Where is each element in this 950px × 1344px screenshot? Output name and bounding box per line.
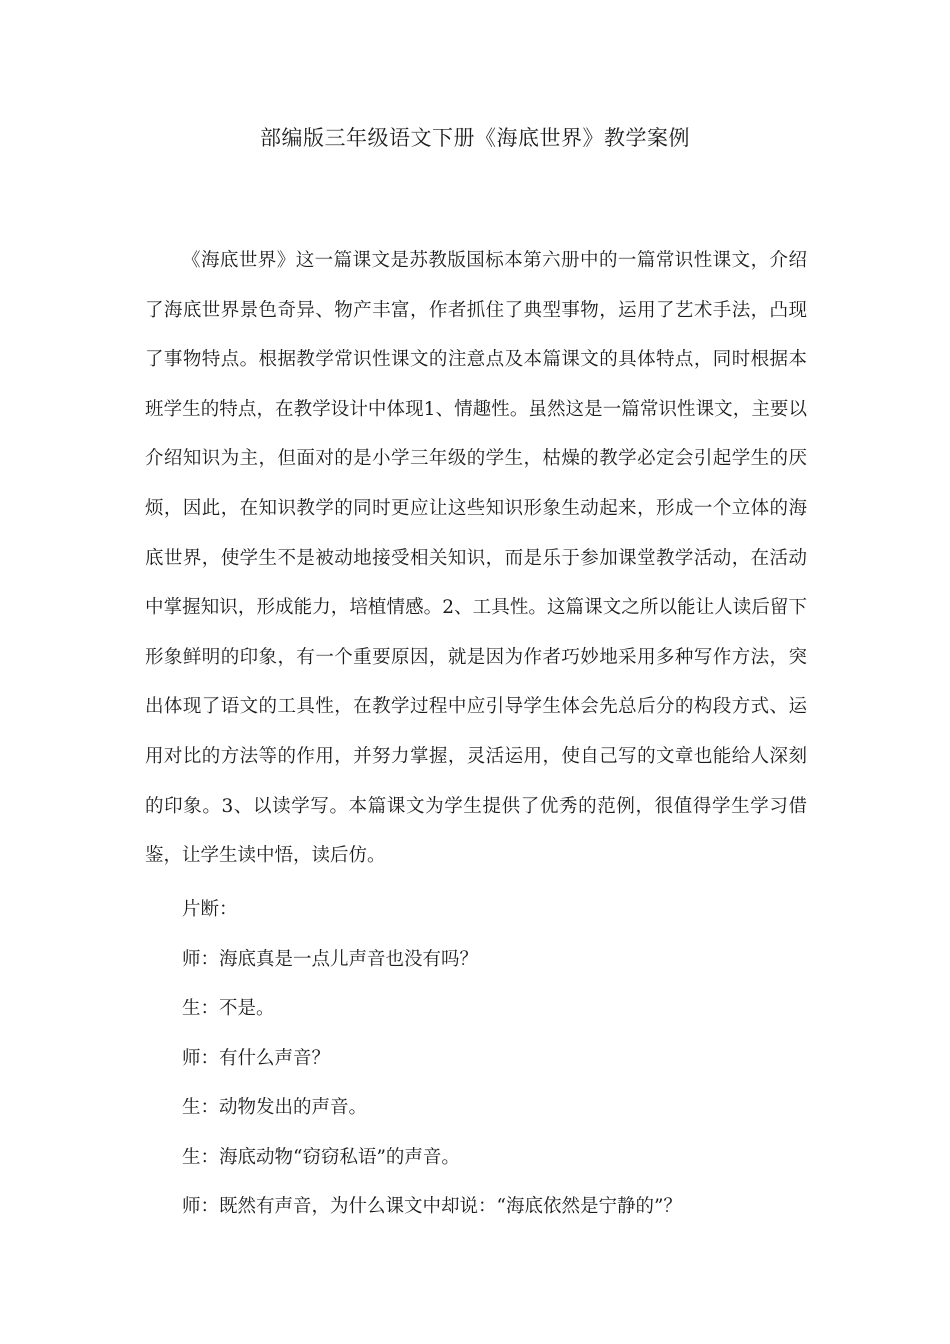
document-title: 部编版三年级语文下册《海底世界》教学案例 <box>260 126 690 150</box>
dialogue-line: 生：海底动物“窃窃私语”的声音。 <box>182 1146 460 1168</box>
dialogue-line: 生：动物发出的声音。 <box>182 1097 368 1118</box>
intro-paragraph: 《海底世界》这一篇课文是苏教版国标本第六册中的一篇常识性课文，介绍了海底世界景色奇异、物产丰富，作者抓住了典型事物，运用了艺术手法，凸现了事物特点。根据教学常识性课文的注意点及本篇课文的具体特点，同时根据本班学生的特点，在教学设计中体现1、情趣性。虽然这是一篇常识性课文，主要以介绍知识为主，但面对的是小学三年级的学生，枯燥的教学必定会引起学生的厌烦，因此，在知识教学的同时更应让这些知识形象生动起来，形成一个立体的海底世界，使学生不是被动地接受相关知识，而是乐于参加课堂教学活动，在活动中掌握知识，形成能力，培植情感。2、工具性。这篇课文之所以能让人读后留下形象鲜明的印象，有一个重要原因，就是因为作者巧妙地采用多种写作方法，突出体现了语文的工具性，在教学过程中应引导学生体会先总后分的构段方式、运用对比的方法等的作用，并努力掌握，灵活运用，使自己写的文章也能给人深刻的印象。3、以读学写。本篇课文为学生提供了优秀的范例，很值得学生学习借鉴，让学生读中悟，读后仿。 <box>145 250 807 867</box>
dialogue-line: 师：既然有声音，为什么课文中却说：“海底依然是宁静的”？ <box>182 1196 682 1217</box>
dialogue-line: 师：有什么声音？ <box>182 1047 331 1069</box>
dialogue-line: 师：海底真是一点儿声音也没有吗？ <box>182 948 479 970</box>
dialogue-heading: 片断： <box>182 899 238 920</box>
dialogue-line: 生：不是。 <box>182 998 275 1019</box>
document-body <box>145 236 807 881</box>
dialogue-excerpt <box>182 885 822 1232</box>
